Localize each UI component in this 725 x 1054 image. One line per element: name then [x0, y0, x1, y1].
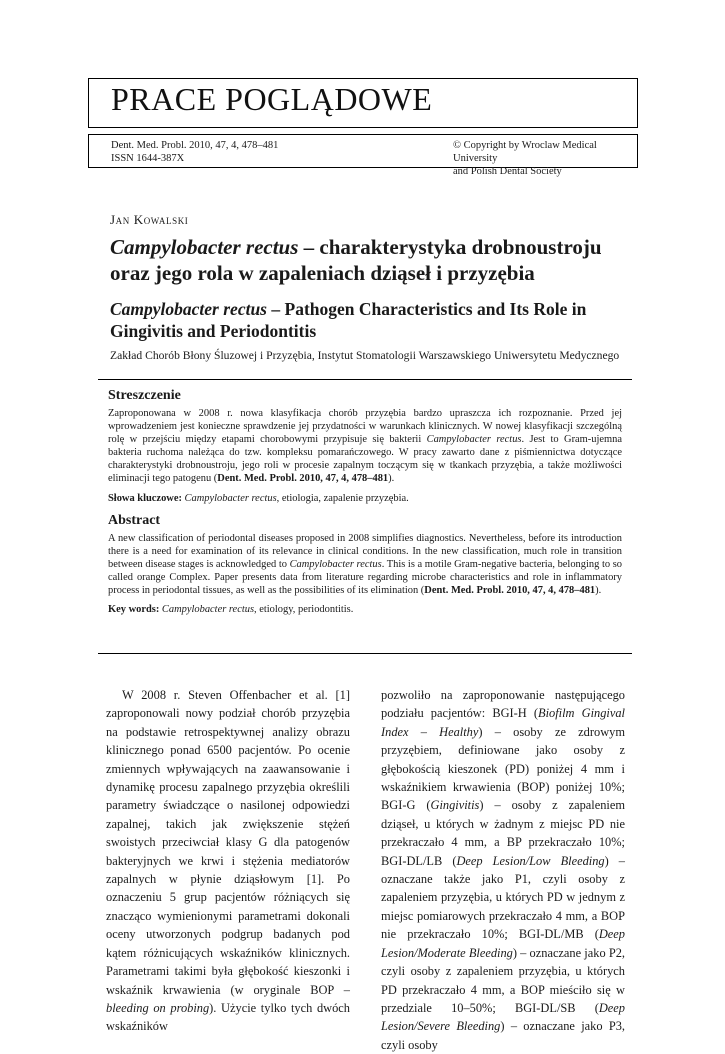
abstract-text-end: ).	[595, 585, 602, 597]
slowa-kluczowe	[108, 492, 622, 505]
section-title: PRACE POGLĄDOWE	[111, 81, 433, 117]
abstract-italic: Campylobacter rectus	[289, 558, 382, 570]
body-right-1: pozwoliło na zaproponowanie następującego podziału pacjentów: BGI-H (	[381, 688, 625, 721]
copyright	[453, 139, 637, 178]
copyright-line-2: and Polish Dental Society	[453, 166, 562, 177]
title-english	[110, 298, 630, 342]
body-right-4: ) – oznaczane także jako P1, czyli osoby z zapaleniem przyzębia, u których PD w jednym z miejsc pomiarowych przekraczało 4 mm, a BOP nie przekraczało 10%; BGI-DL/MB (	[381, 853, 625, 942]
body-paragraph-1	[106, 686, 350, 1036]
body-paragraph-2	[381, 686, 625, 1054]
key-words	[108, 603, 622, 616]
streszczenie-text-2: . Jest to Gram-ujemna bakteria ruchoma należąca do tzw. kompleksu pomarańczowego. W pracy zawarto dane z piśmiennictwa dotyczące charakterystyki drobnoustroju, jego roli w procesie zapalnym toczącym się w tkankach przyzębia, a także możliwości eliminacji tego patogenu (	[108, 434, 622, 485]
streszczenie-text-1: Zaproponowana w 2008 r. nowa klasyfikacja chorób przyzębia bardzo upraszcza ich rozpoznanie. Przed jej wprowadzeniem jest konieczne sprawdzenie jej przydatności w warunkach klinicznych. W nowej klasyfikacji szczególną rolę w przejściu między etapami chorobowymi przypisuje się bakterii	[108, 408, 622, 446]
title-english-italic: Campylobacter rectus	[110, 299, 267, 319]
body-right-italic-4: Deep Lesion/Moderate Bleeding	[381, 927, 625, 960]
abstract-text-2: . This is a motile Gram-negative bacteria, belonging to so called orange Complex. Paper presents data from literature regarding microbe characteristics and role in inflammatory process in periodontal tissues, as well as the possibilities of its elimination (	[108, 558, 622, 597]
key-words-label: Key words:	[108, 604, 160, 616]
body-right-italic-2: Gingivitis	[430, 798, 480, 813]
key-words-rest: , etiology, periodontitis.	[254, 604, 354, 616]
body-column-right	[381, 686, 625, 1054]
streszczenie-text-end: ).	[388, 473, 395, 485]
abstract-box	[98, 379, 632, 654]
body-column-left	[106, 686, 350, 1036]
slowa-kluczowe-rest: , etiologia, zapalenie przyzębia.	[276, 492, 409, 504]
streszczenie-text	[108, 407, 622, 486]
journal-line: Dent. Med. Probl. 2010, 47, 4, 478–481	[111, 140, 279, 151]
title-english-rest: – Pathogen Characteristics and Its Role in Gingivitis and Periodontitis	[110, 299, 587, 341]
copyright-line-1: © Copyright by Wroclaw Medical University	[453, 140, 597, 164]
abstract-text	[108, 532, 622, 597]
affiliation: Zakład Chorób Błony Śluzowej i Przyzębia, Instytut Stomatologii Warszawskiego Uniwersytetu Medycznego	[110, 349, 620, 362]
abstract-text-1: A new classification of periodontal diseases proposed in 2008 simplifies diagnostics. Nevertheless, before its introduction there is a need for examination of its relevance in clinical conditions. In the new classification, much role in transition between disease stages is acknowledged to	[108, 532, 622, 570]
body-left-italic: bleeding on probing	[106, 1000, 210, 1015]
journal-citation	[111, 139, 278, 165]
slowa-kluczowe-italic: Campylobacter rectus	[181, 492, 277, 504]
streszczenie-italic: Campylobacter rectus	[426, 434, 522, 446]
title-polish-rest: – charakterystyka drobnoustroju oraz jego rola w zapaleniach dziąseł i przyzębia	[110, 235, 602, 285]
streszczenie-heading: Streszczenie	[108, 388, 181, 403]
section-header-box	[88, 78, 638, 128]
body-left-end: ). Użycie tylko tych dwóch wskaźników	[106, 1000, 350, 1034]
streszczenie-citation: Dent. Med. Probl. 2010, 47, 4, 478–481	[217, 473, 389, 485]
issn: ISSN 1644-387X	[111, 153, 185, 164]
slowa-kluczowe-label: Słowa kluczowe:	[108, 492, 182, 504]
abstract-content	[108, 388, 622, 616]
body-right-5: ) – oznaczane jako P2, czyli osoby z zapaleniem przyzębia, u których PD przekraczało 4 mm, a BOP mieściło się w przedziale 10–50%; BGI-DL/SB (	[381, 945, 625, 1015]
body-right-italic-1: Biofilm Gingival Index – Healthy	[381, 706, 625, 739]
body-right-italic-5: Deep Lesion/Severe Bleeding	[381, 1000, 625, 1034]
title-polish-italic: Campylobacter rectus	[110, 235, 299, 259]
body-left-text: W 2008 r. Steven Offenbacher et al. [1] zaproponowali nowy podział chorób przyzębia na podstawie retrospektywnej analizy obrazu klinicznego ponad 6500 pacjentów. Po ocenie zmiennych wpływających na zaawansowanie i dynamikę procesu zapalnego przyzębia określili parametry świadczące o nasilonej odpowiedzi zapalnej, takich jak zwiększenie stężeń swoistych przeciwciał klasy G dla patogenów bakteryjnych we krwi i stężenia mediatorów zapalnych w płynie dziąsłowym [1]. Po oznaczeniu 5 grup pacjentów różniących się znacząco wymienionymi parametrami dokonali oceny utworzonych podgrup badanych pod kątem różnicujących wskaźników klinicznych. Parametrami takimi była głębokość kieszonki i wskaźnik krwawienia (w oryginale BOP –	[106, 688, 350, 997]
author-name: Jan Kowalski	[110, 212, 189, 227]
body-right-6: ) – oznaczane jako P3, czyli osoby	[381, 1019, 626, 1052]
body-right-italic-3: Deep Lesion/Low Bleeding	[456, 853, 605, 868]
key-words-italic: Campylobacter rectus	[159, 604, 255, 616]
journal-info-box	[88, 134, 638, 177]
abstract-heading: Abstract	[108, 512, 161, 528]
abstract-citation: Dent. Med. Probl. 2010, 47, 4, 478–481	[424, 585, 596, 597]
body-right-3: ) – osoby z zapaleniem dziąseł, u których w żadnym z miejsc PD nie przekraczało 4 mm, a BP przekraczało 10%; BGI-DL/LB (	[381, 798, 626, 868]
body-right-2: ) – osoby ze zdrowym przyzębiem, definiowane jako osoby z głębokością kieszonek (PD) poniżej 4 mm i wskaźnikiem krwawienia (BOP) poniżej 10%; BGI-G (	[381, 724, 625, 813]
title-polish	[110, 234, 630, 286]
